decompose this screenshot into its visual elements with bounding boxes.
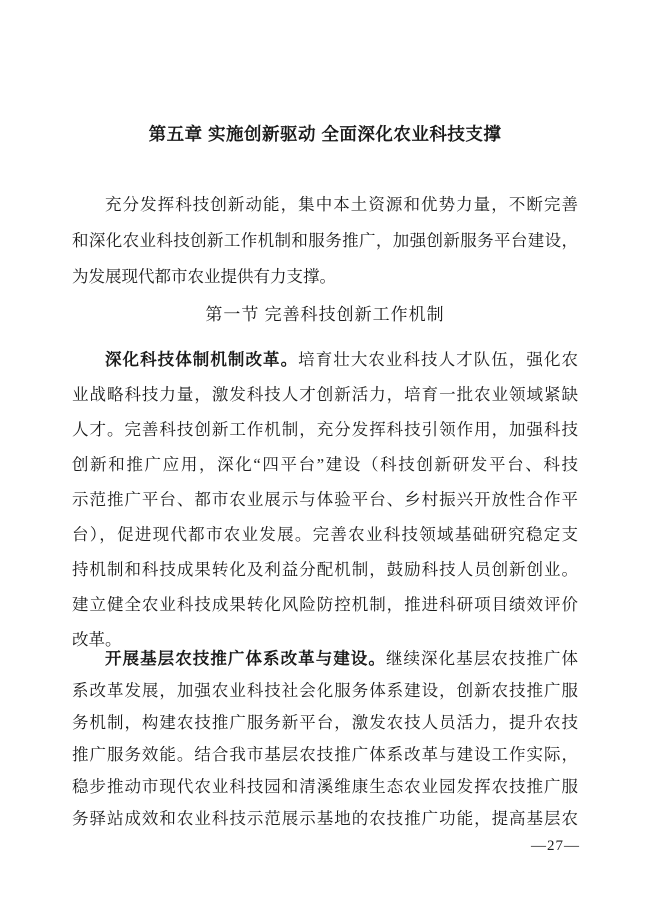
text-line: 创新和推广应用，深化“四平台”建设（科技创新研发平台、科技: [72, 455, 578, 474]
text-line: 系改革发展，加强农业科技社会化服务体系建设，创新农技推广服: [72, 681, 578, 700]
text-line: 示范推广平台、都市农业展示与体验平台、乡村振兴开放性合作平: [72, 490, 578, 509]
section-title: 第一节 完善科技创新工作机制: [205, 305, 445, 324]
text-line: 台），促进现代都市农业发展。完善农业科技领域基础研究稳定支: [72, 525, 578, 544]
text-line: 改革。: [72, 630, 122, 649]
text-line: 和深化农业科技创新工作机制和服务推广，加强创新服务平台建设，: [72, 231, 578, 250]
text-line: 人才。完善科技创新工作机制，充分发挥科技引领作用，加强科技: [72, 420, 578, 439]
text-line: 开展基层农技推广体系改革与建设。继续深化基层农技推广体: [105, 649, 578, 668]
text-line: 业战略科技力量，激发科技人才创新活力，培育一批农业领域紧缺: [72, 385, 578, 404]
page-number: —27—: [531, 838, 580, 854]
text-line: 推广服务效能。结合我市基层农技推广体系改革与建设工作实际，: [72, 745, 578, 764]
paragraph-intro: [72, 187, 578, 295]
text-line: 稳步推动市现代农业科技园和清溪维康生态农业园发挥农技推广服: [72, 777, 578, 796]
text-line: 深化科技体制机制改革。培育壮大农业科技人才队伍，强化农: [105, 350, 578, 369]
paragraph-lead: 深化科技体制机制改革。: [105, 351, 299, 369]
text-line: 充分发挥科技创新动能，集中本土资源和优势力量，不断完善: [105, 195, 578, 214]
text-line: 务驿站成效和农业科技示范展示基地的农技推广功能，提高基层农: [72, 809, 578, 828]
paragraph-extension-system-reform: [72, 643, 578, 835]
chapter-title: 第五章 实施创新驱动 全面深化农业科技支撑: [148, 124, 502, 144]
text-line: 务机制，构建农技推广服务新平台，激发农技人员活力，提升农技: [72, 713, 578, 732]
paragraph-tech-system-reform: [72, 342, 578, 657]
paragraph-lead: 开展基层农技推广体系改革与建设。: [105, 650, 386, 668]
text-line: 持机制和科技成果转化及利益分配机制，鼓励科技人员创新创业。: [72, 560, 578, 579]
text-line: 建立健全农业科技成果转化风险防控机制，推进科研项目绩效评价: [72, 595, 578, 614]
text-line: 为发展现代都市农业提供有力支撑。: [72, 267, 336, 286]
